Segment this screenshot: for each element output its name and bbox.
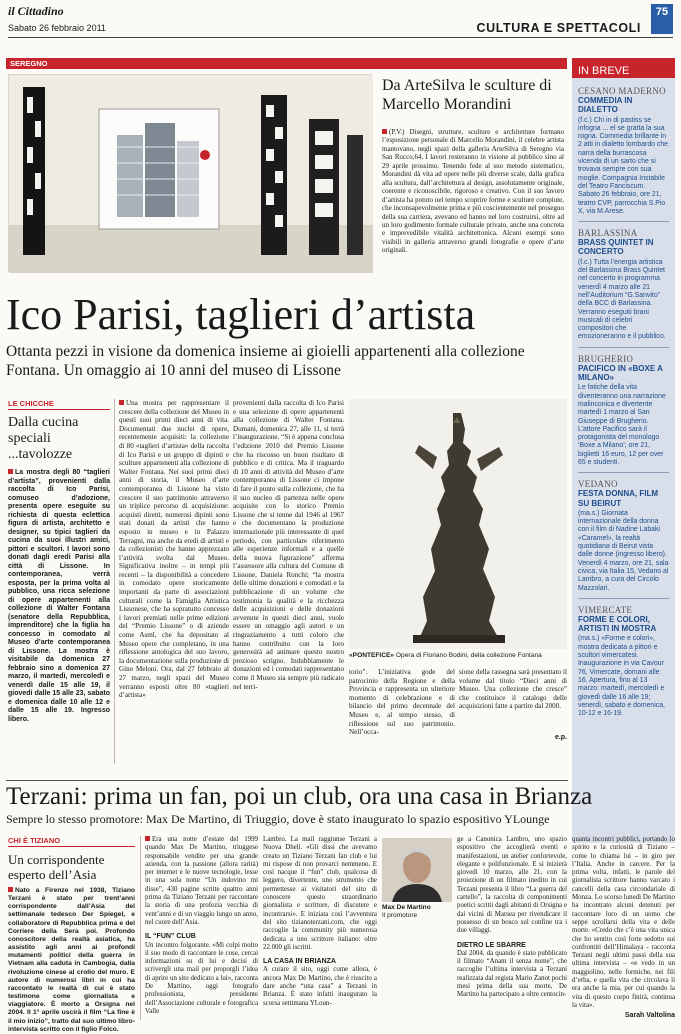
parisi-signature: e.p. <box>554 734 567 741</box>
gallery-photo-graphic <box>9 75 373 273</box>
in-breve-title-bar <box>572 58 675 78</box>
in-breve-town: CESANO MADERNO <box>578 86 666 96</box>
pontefice-photo <box>349 399 567 649</box>
artesilva-headline: Da ArteSilva le sculture di Marcello Morandini <box>382 77 552 113</box>
morandini-photo <box>8 74 372 272</box>
terzani-col-1 <box>145 836 258 1020</box>
parisi-col-1 <box>119 399 229 766</box>
in-breve-town: VIMERCATE <box>578 604 633 615</box>
terzani-col-2 <box>263 836 377 1020</box>
bullet-square-icon <box>119 400 124 405</box>
portrait-graphic <box>382 838 452 902</box>
page-header <box>8 4 673 40</box>
chicche-text: La mostra degli 80 “taglieri d’artista”, provenienti dalla raccolta di Ico Parisi, comuseo d’adozione, presenta opere eseguite su richiesta di questa eclettica figura di artista, architetto e designer, su tipici taglieri da cucina da suoi illustri amici, pittori e scultori. I lavori sono donati dagli eredi Parisi alla città di Lissone. In contemporanea, verrà esposta, per la prima volta al pubblico, una ricca selezione di opere appartenenti alla collezione di Walter Fontana (senatore della Repubblica, imprenditore) che la figlia ha concesso in comodato al Museo d’arte contemporanea di Lissone. La mostra è visitabile da domenica 27 febbraio sino a domenica 27 marzo, il martedì, mercoledì e venerdì dalle 15 alle 19, il giovedì dalle 15 alle 23, sabato e domenica dalle 10 alle 12 e dalle 15 alle 19. Ingresso libero. <box>8 469 110 723</box>
in-breve-item-title: FORME E COLORI, ARTISTI IN MOSTRA <box>578 614 657 634</box>
in-breve-divider <box>578 598 669 599</box>
chicche-tag: LE CHICCHE <box>8 399 110 410</box>
masthead: il Cittadino <box>8 4 64 18</box>
chicche-text-block <box>8 469 110 741</box>
parisi-col-2 <box>233 399 344 766</box>
in-breve-item-text: Le fatiche della vita diventeranno una narrazione malinconica e divertente martedì 1 marzo al San Giuseppe di Brugherio. L’attore Pacifico sarà il protagonista del monologo ‘Boxe a Milano’; ore 21, biglietti 16 euro, 12 per over 65 e studenti. <box>578 384 666 466</box>
terzani-col-2b-text: A curare il sito, oggi come allora, è ancora Max De Martino, che è riuscito a dare anche “una casa” a Terzani in Brianza. È stato infatti inaugurato la scorsa settimana YLoun- <box>263 966 377 1007</box>
terzani-col-2-subhead: LA CASA IN BRIANZA <box>263 958 336 966</box>
sculpture-graphic <box>349 399 567 649</box>
column-divider <box>114 399 115 764</box>
in-breve-item <box>578 347 669 468</box>
demartino-photo <box>382 838 452 902</box>
parisi-headline: Ico Parisi, taglieri d’artista <box>6 290 476 339</box>
tiziano-text: Nato a Firenze nel 1938, Tiziano Terzani è stato per trent’anni corrispondente dall’Asia del settimanale tedesco Der Spiegel, e collaboratore di Repubblica prima e del Corriere della Sera poi. Profondo conoscitore della realtà asiatica, ha assistito agli anni ai profondi mutamenti politici della guerra in Vietnam alla caduta in Cambogia, dalla rivoluzione cinese al crollo del muro. E autore di numerosi libri in cui ha raccontato le realtà di cui è stato testimone come giornalista e viaggiatore. È morto a Orsigna nel 2004. Il 1° aprile uscirà il film “La fine è il mio inizio”, tratto dal suo ultimo libro-intervista scritto con il figlio Folco. <box>8 887 135 1033</box>
tiziano-text-block <box>8 887 135 1033</box>
in-breve-item <box>578 598 669 719</box>
issue-date: Sabato 26 febbraio 2011 <box>8 23 106 33</box>
terzani-rule <box>6 780 568 781</box>
in-breve-town: BRUGHERIO <box>578 353 634 364</box>
parisi-subhead: Ottanta pezzi in visione da domenica insieme ai gioielli appartenenti alla collezione Fontana. Un omaggio ai 10 anni del museo di Lissone <box>6 343 525 379</box>
bullet-square-icon <box>8 469 13 474</box>
caption-label: «PONTEFICE» <box>349 652 395 659</box>
in-breve-title: IN BREVE <box>578 65 630 77</box>
tiziano-title: Un corrispondente esperto dell’Asia <box>8 852 105 882</box>
pontefice-caption <box>349 652 567 660</box>
in-breve-item-title: BRASS QUINTET IN CONCERTO <box>578 238 654 257</box>
terzani-subhead: Sempre lo stesso promotore: Max De Martino, di Triuggio, dove è stato inaugurato lo spazio espositivo YLounge <box>6 812 550 826</box>
in-breve-item-text: (f.c.) Chi in di pastiss se infogna ... el se gratta la sua rogna. Commedia brillante in 2 atti in dialetto lombardo che narra della burrascosa vicenda di un sarto che si trovava sempre con sua moglie. Compagnia Instabile del Teatro Fanciscum. Sabato 26 febbraio, ore 21, teatro CVP, parrocchia S.Pio X, via M.Arese. <box>578 116 669 215</box>
location-tag: SEREGNO <box>10 59 48 68</box>
terzani-col-4-text: quanta incontri pubblici, portando lo spirito e la curiosità di Tiziano – come lo chiama lui – in giro per l’Italia. Anche in carcere. Per la prima volta, infatti, le parole del giornalista scrittore hanno varcato i cancelli della casa circondariale di Monza. Lo scorso lunedì De Martino ha incontrato alcuni detenuti per raccontare loro di un uomo che seppe scrollarsi della vita e delle morte. «Credo che c’è una vita unica che ho sentito così forte sedotto sui confrontiti dell’Himalaya - racconta Terzani negli ultimi passi della sua ultima intervista – «e vedo in un maggiolino, nelle formiche, nei fili d’erba, e quella vita che circolava lì era anche la mia, per cui quando la vita di questo corpo finirà, continua la vita». <box>572 836 675 1009</box>
in-breve-item-text: (f.c.) Tutta l’energia artistica del Barlassina Brass Quintet nel concerto in programma venerdì 4 marzo alle 21 nell’Auditorium “G.Sanvito” della BCC di Barlassina. Verranno eseguiti brani musicali di celebri compositori che emozioneranno e il pubblico. <box>578 258 666 341</box>
bullet-square-icon <box>8 887 13 892</box>
terzani-col-1-subhead: IL “FUN” CLUB <box>145 933 196 941</box>
in-breve-item-title: FESTA DONNA, FILM SU BEIRUT <box>578 489 658 508</box>
chicche-box <box>8 399 110 763</box>
parisi-col-4-text: sione della rassegna sarà presentato il volume dal titolo “Dieci anni di Museo. Una collezione che cresce” che costituisce il catalogo delle acquisizioni fatte a partire dal 2000. <box>459 668 567 711</box>
parisi-col-1-text: Una mostra per rappresentare il crescere della collezione del Museo in questi suoi primi dieci anni di vita. Documentati due nuclei di opere, recentemente acquisiti: la collezione di 80 «taglieri d’artista» della raccolta di Ico Parisi e un gruppo di dipinti e sculture appartenenti alla collezione di Walter Fontana. Nei suoi primi dieci anni di storia, il Museo d’arte contemporanea di Lissone ha visto crescere il suo patrimonio attraverso un triplice percorso di acquisizione: acquisti diretti, numerosi dipinti sono stati donati da artisti che hanno esposto in museo e in Palazzo Terragni, ma anche da eredi di artisti e da collezionisti che hanno apprezzato l’attività svolta dal Museo. Significativa inoltre – in tempi più recenti – la disponibilità a concedere in comodato opere storicamente importanti da parte di associazioni culturali come la Famiglia Artistica Lissonese, che ha sopratutto concesso i lavori premiati nelle prime edizioni del “Premio Lissone” o di aziende come Asml, che ha depositato al Museo opere che completano, in una riflessione antologica del suo lavoro, la documentazione sulla produzione di Gino Meloni. Ora, dal 27 febbraio al 27 marzo, negli spazi del Museo verranno esposti oltre 80 «taglieri d’artista» <box>119 399 229 700</box>
in-breve-divider <box>578 221 669 222</box>
terzani-col-3-text: ge a Canonica Lambro, uno spazio espositivo che accoglierà eventi e manifestazioni, un atelier confortevole, elegante e polifunzionale. E si inizierà giovedì 10 marzo, alle 21, con la proiezione di un filmato inedito in cui Terzani presenta il libro “La guerra del cartello”, la raccolta di componimenti poetici scritti dagli abitanti di Orsigna e dai vicini di Marsea per rivendicare il possesso di un bosco sul confine tra i due villaggi. <box>457 836 567 935</box>
in-breve-list <box>572 78 675 718</box>
terzani-col-1-text: Era una notte d’estate del 1999 quando Max De Martino, triuggese responsabile vendite per una grande azienda, con la passione (allora rarità) per internet e le nuove tecnologie, lesse in una sola notte “Un indovino mi disse”, 430 pagine scritte quattro anni prima da Tiziano Terzani per raccontare la storia di una profezia vecchia di vent’anni e di un viaggio lungo un anno, nel cuore dell’Asia. <box>145 836 258 926</box>
in-breve-item <box>578 221 669 342</box>
column-divider <box>140 836 141 1020</box>
tiziano-box <box>8 836 135 1033</box>
terzani-signature: Sarah Valtolina <box>624 1012 675 1019</box>
demartino-caption <box>382 904 454 920</box>
in-breve-divider <box>578 347 669 348</box>
section-title: CULTURA E SPETTACOLI <box>476 21 641 35</box>
header-rule <box>8 37 673 38</box>
parisi-col-3 <box>349 668 455 748</box>
terzani-col-3-subhead: DIETRO LE SBARRE <box>457 941 526 949</box>
terzani-col-4 <box>572 836 675 1012</box>
in-breve-item <box>578 86 669 216</box>
in-breve-item-title: COMMEDIA IN DIALETTO <box>578 96 633 115</box>
terzani-col-1b-text: Un incontro folgorante. «Mi colpì molto il suo modo di raccontare le cose, cercai informazioni su di lui e decisi di scrivergli una mail per proporgli l’idea di aprire un sito dedicato a lui», racconta De Martino, oggi fotografo professionista, presidente dell’Associazione culturale e fotografica Valle <box>145 941 258 1015</box>
caption-name: Max De Martino <box>382 904 431 911</box>
bullet-square-icon <box>382 129 387 134</box>
parisi-col-3-text: torio”. L’iniziativa gode del patrocinio della Regione e della Provincia e rappresenta un ulteriore momento di celebrazione e di bilancio del primo decennale del Museo e, al tempo stesso, di riflessione sul suo patrimonio. Nell’occa- <box>349 668 455 737</box>
terzani-headline: Terzani: prima un fan, poi un club, ora una casa in Brianza <box>6 783 593 810</box>
in-breve-item-text: (ma.s.) «Forme e colori», mostra dedicata a pittori e scultori vimercatesi. Inaugurazione in via Cavour 76, Vimercate, domani alle 16. Apertura, fino al 13 marzo: martedì, mercoledì e giovedì dalle 16 alle 19; venerdì, sabato e domenica, 10-12 e 16-19. <box>578 635 665 718</box>
bullet-square-icon <box>145 836 150 841</box>
in-breve-item <box>578 472 669 593</box>
in-breve-item-text: (ma.s.) Giornata internazionale della donna con il film di Nadine Labaki «Caramel», la realtà quotidiana di Beirut vista dalle donne (ingresso libero). Venerdì 4 marzo, ore 21, sala civica, via Italia 15, Vedano al Lambro, a cura del Circolo Mazzolari. <box>578 509 669 592</box>
caption-text: Opera di Floriano Bodini, della collezione Fontana <box>395 652 542 659</box>
in-breve-sidebar <box>572 58 675 843</box>
terzani-col-2-text: Lambro. La mail raggiunse Terzani a Nuova Dheli. «Gli dissi che avevamo creato un Tiziano Terzani fan club e lui mi rispose di non provarci nemmeno. E così nacque il “fun” club, qualcosa di leggero, divertente, uno strumento che permettesse ai visitatori del sito di conoscere questo straordinario giornalista e scrittore, di discutere e incontrarsi». E iniziata così l’avventura del sito tizianoterzani.com, che oggi raccoglie la community più numerosa dedicata a uno scrittore italiano: oltre 22.000 gli iscritti. <box>263 836 377 951</box>
in-breve-town: BARLASSINA <box>578 228 638 239</box>
in-breve-divider <box>578 472 669 473</box>
terzani-col-3b-text: Dal 2004, da quando è stato pubblicato il filmato “Anam il senza nome”, che raccoglie l’ultima intervista a Terzani realizzata dal regista Mario Zanot pochi mesi prima della sua morte, De Martino ha partecipato a oltre centocin- <box>457 949 568 999</box>
tiziano-tag: CHI È TIZIANO <box>8 836 135 847</box>
page-number: 75 <box>655 6 669 18</box>
seregno-tag-bar <box>6 58 567 69</box>
artesilva-body-text: (P.V.) Disegni, strutture, sculture e architetture formano l’esposizione personale di Marcello Morandini, il celebre artista mantovano, negli spazi della galleria ArteSilva di Seregno via San Rocco,64. I lavori resteranno in visione al pubblico sino al 29 aprile prossimo. Tenendo fede al suo metodo sistematico, Morandini dà vita ad opere nelle più diverse scale, dalla grafica alla scultura, dall’architettura al design, assolutamente originale, coerente e riconoscibile, rigoroso e creativo. Con il suo lavoro d’artista ha potuto nel tempo scoprire forme e sculture compiute, che inconsapevolmente prima e più coscientemente nel proseguo della sua carriera, avevano ed hanno nel loro costruirsi, oltre ad un loro godimento formale culturale privato, anche una concreta e imprevedibile vitalità architettonica. Alcuni esempi sono visibili in galleria attraverso grandi fotografie e opere d’arte originali. <box>382 128 564 255</box>
parisi-col-2-text: provenienti dalla raccolta di Ico Parisi e una selezione di opere appartenenti alla collezione di Walter Fontana. Domani, domenica 27, alle 11, si terrà l’inaugurazione. “Si è appena conclusa l’edizione 2010 del Premio Lissone che ha riscosso un buon risultato di pubblico e di critica. Ma il traguardo di 10 anni di attività del Museo d’arte contemporanea di Lissone ci impone di fare il punto sulla collezione, che ha il suo nucleo di partenza nelle opere acquisite con lo storico Premio Lissone che si tenne dal 1946 al 1967 e che documentano la produzione internazionale più interessante di quel periodo, con particolare riferimento alle esperienze informali e a quelle della nuova figurazione” afferma l’assessore alla cultura del Comune di Lissone, Daniela Ronchi; “la mostra delle ultime donazioni e comodati e la pubblicazione di un volume che testimonia la qualità e la ricchezza delle acquisizioni e delle donazioni avvenute in questi dieci anni, vuole essere un omaggio agli autori e un ringraziamento a tutti coloro che hanno contribuito con la loro generosità ad animare questo nostro prezioso scrigno. Indubbiamente le donazioni ed i comodati rappresentano come il Museo sia sempre più radicato nel terri- <box>233 399 344 691</box>
in-breve-town: VEDANO <box>578 479 618 490</box>
page-number-badge <box>651 4 673 34</box>
in-breve-item-title: PACIFICO IN «BOXE A MILANO» <box>578 363 663 383</box>
artesilva-body <box>382 128 564 274</box>
caption-role: Il promotore <box>382 912 418 919</box>
chicche-title: Dalla cucina speciali ...tavolozze <box>8 415 79 462</box>
terzani-col-3 <box>457 836 567 1020</box>
